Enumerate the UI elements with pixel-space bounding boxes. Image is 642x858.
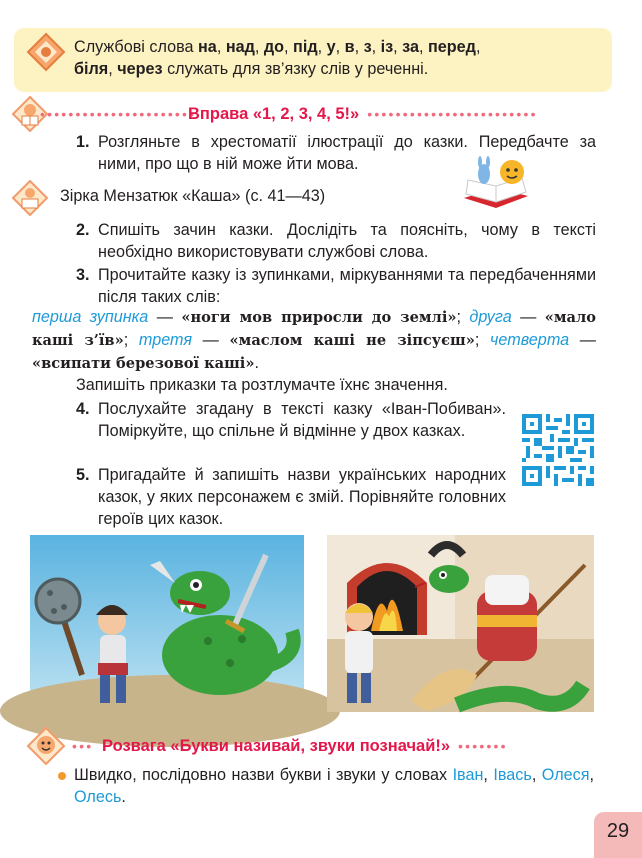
stop-2-quote: «мало каші з’їв» [32, 309, 596, 349]
stop-1-quote: «ноги мов приросли до землі» [181, 309, 457, 326]
task-number: 4. [76, 400, 90, 418]
dash: — [511, 308, 545, 326]
dots-right: ••••••• [458, 738, 508, 754]
rule-text: Службові слова на, над, до, під, у, в, з, із, за, перед, біля, через служать для зв’язку слів у реченні. [74, 38, 481, 78]
word-3: Олеся [541, 766, 590, 784]
task-text: Розгляньте в хрестоматії ілюстрації до казки. Передбачте за ними, про що в ній може йти мова. [98, 133, 596, 173]
word-4: Олесь [74, 788, 122, 806]
word-2: Івась [493, 766, 532, 784]
word-1: Іван [452, 766, 484, 784]
task-number: 2. [76, 221, 90, 239]
separator: ; [456, 308, 470, 326]
task-number: 5. [76, 466, 90, 484]
reading-reference: Зірка Мензатюк «Каша» (с. 41—43) [60, 187, 326, 205]
rule-diamond-icon [26, 32, 66, 72]
dots-left: ••• [72, 738, 94, 754]
dots-left: •••••••••••••••••••••• [40, 106, 197, 122]
task-3-stops [32, 306, 596, 375]
stop-1-label: перша зупинка [32, 308, 149, 326]
stop-4-label: четверта [490, 331, 570, 349]
separator: , [531, 766, 542, 784]
illustration-oven-snake [327, 535, 594, 712]
dash: — [191, 331, 230, 349]
proverbs-instruction: Запишіть приказки та розтлумачте їхнє значення. [76, 376, 448, 394]
stop-3-quote: «маслом каші не зіпсуєш» [229, 332, 475, 349]
period: . [254, 354, 259, 372]
game-heading [72, 734, 598, 758]
task-3 [76, 264, 596, 308]
reading-book-icon [12, 180, 56, 216]
separator: , [483, 766, 494, 784]
task-text: Пригадайте й запишіть назви українських народних казок, у яких персонажем є змій. Порівняйте головних героїв цих казок. [98, 466, 506, 528]
stop-4-quote: «всипати березової каші» [32, 355, 255, 372]
task-text: Спишіть зачин казки. Дослідіть та поясніть, чому в тексті необхідно використовувати службові слова. [98, 221, 596, 261]
task-number: 1. [76, 133, 90, 151]
game-instruction: Швидко, послідовно назви букви і звуки у словах [74, 766, 453, 784]
illustration-hero-vs-dragon [30, 535, 304, 712]
task-4 [76, 398, 506, 442]
stop-2-label: друга [469, 308, 512, 326]
separator: ; [123, 331, 139, 349]
page-number: 29 [606, 820, 630, 842]
exercise-heading [40, 102, 598, 126]
dots-right: •••••••••••••••••••••••• [367, 106, 538, 122]
book-illustration [458, 156, 534, 218]
task-text: Прочитайте казку із зупинками, міркуваннями та передбаченнями після таких слів: [98, 266, 596, 306]
period: . [121, 788, 126, 806]
separator: , [589, 766, 594, 784]
bullet-icon [58, 772, 66, 780]
dash: — [569, 331, 596, 349]
dash: — [148, 308, 182, 326]
task-text: Послухайте згадану в тексті казку «Іван-Побиван». Поміркуйте, що спільне й відмінне у двох казках. [98, 400, 506, 440]
game-title: Розвага «Букви називай, звуки позначай!» [102, 736, 451, 755]
task-2 [76, 219, 596, 263]
task-number: 3. [76, 266, 90, 284]
stop-3-label: третя [138, 331, 192, 349]
game-face-icon [26, 726, 70, 766]
exercise-title: Вправа «1, 2, 3, 4, 5!» [188, 104, 360, 123]
separator: ; [474, 331, 491, 349]
qr-code-icon[interactable] [522, 414, 594, 486]
game-text [74, 764, 594, 808]
task-5 [76, 464, 506, 530]
